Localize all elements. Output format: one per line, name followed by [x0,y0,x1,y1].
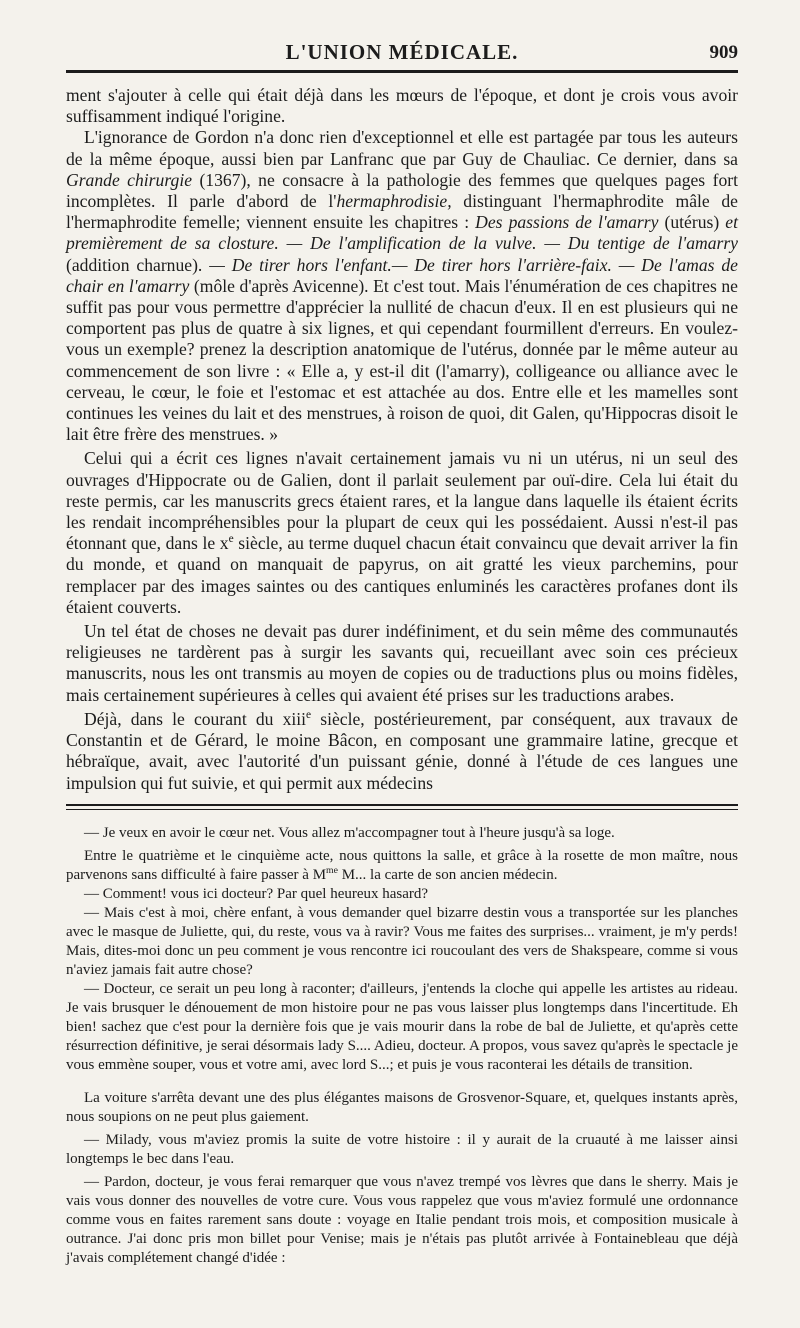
feuilleton-section [66,810,738,1268]
text: L'ignorance de Gordon n'a donc rien d'exceptionnel et elle est partagée par tous les auteurs de la même époque, aussi bien par Lanfranc que par Guy de Chauliac. Ce dernier, dans sa [66,127,738,169]
text: M... la carte de son ancien médecin. [337,866,558,883]
text: distinguant l'hermaphrodite mâle de l'hermaphrodite femelle; viennent ensuite les chapitres : [66,191,738,233]
feuilleton-paragraph: — Je veux en avoir le cœur net. Vous allez m'accompagner tout à l'heure jusqu'à sa loge. [84,824,615,841]
superscript: e [228,533,234,546]
feuilleton-paragraph: — Comment! vous ici docteur? Par quel heureux hasard? [84,885,429,902]
feuilleton-paragraph: — Milady, vous m'aviez promis la suite de votre histoire : il y aurait de la cruauté à me laisser ainsi longtemps le bec dans l'eau. [66,1131,738,1167]
paragraph-2 [66,127,738,445]
feuilleton-paragraph: — Pardon, docteur, je vous ferai remarquer que vous n'avez trempé vos lèvres que dans le sherry. Mais je vais vous donner des nouvelles de votre cure. Vous vous rappelez que vous m'aviez formulé une ordonnance comme vous en faites rarement sans doute : voyage en Italie pendant trois mois, et composition musicale à outrance. J'ai donc pris mon billet pour Venise; mais je n'étais pas plutôt arrivée à Fontainebleau que déjà j'avais complétement changé d'idée : [66,1173,738,1266]
paragraph-5 [66,709,738,794]
paragraph-3 [66,448,738,618]
text: (utérus) [658,212,726,233]
chapter-title: — De tirer hors l'enfant.— De tirer hors l'arrière-faix. — De l'amas de chair en l'amarry [66,254,738,296]
feuilleton-paragraph: — Docteur, ce serait un peu long à raconter; d'ailleurs, j'entends la cloche qui appelle les artistes au rideau. Je vais brusquer le dénouement de mon histoire pour ne pas vous laisser plus longtemps dans l'incertitude. Eh bien! sachez que c'est pour la dernière fois que je vais mourir dans la robe de bal de Juliette, et qu'après cette résurrection définitive, je serai désormais lady S.... Adieu, docteur. A propos, vous savez qu'après le spectacle je vous emmène souper, vous et votre ami, avec lord S...; et puis je vous raconterai les détails de transition. [66,980,738,1073]
text: Déjà, dans le courant du xiii [84,708,307,729]
feuilleton-paragraph [66,847,738,885]
text: (môle d'après Avicenne). Et c'est tout. Mais l'énumération de ces chapitres ne suffit pas pour vous permettre d'apprécier la nullité de chacun d'eux. Il en est plusieurs qui ne comportent pas plus de quatre à six lignes, et qui cependant fourmillent d'erreurs. En voulez-vous un exemple? prenez la description anatomique de l'utérus, donnée par le même auteur au commencement de son livre : « Elle a, y est-il dit (l'amarry), colligeance ou alliance avec le cerveau, le cœur, le foie et l'estomac et est attachée au dos. Entre elle et les mamelles sont continues les veines du lait et des menstrues, à roison de quoi, dit Galen, qu'Hippocras disoit le lait être frère des menstrues. » [66,275,738,445]
text: (addition charnue). [66,254,210,275]
paragraph-4 [66,621,738,706]
page-header [66,0,738,70]
feuilleton-paragraph: La voiture s'arrêta devant une des plus élégantes maisons de Grosvenor-Square, et, quelques instants après, nous soupions on ne peut plus gaiement. [66,1089,738,1125]
feuilleton-paragraph: — Mais c'est à moi, chère enfant, à vous demander quel bizarre destin vous a transportée sur les planches avec le masque de Juliette, qui, du reste, vous va à ravir? Vous me faites des surprises... vraiment, je m'y perds! Mais, dites-moi donc un peu comment je vous rencontre ici roucoulant des vers de Shakspeare, comme si vous n'aviez jamais fait autre chose? [66,904,738,978]
paragraph-1 [66,85,738,127]
running-title: L'UNION MÉDICALE. [285,40,519,64]
text: Entre le quatrième et le cinquième acte, nous quittons la salle, et grâce à la rosette de mon maître, nous parvenons sans difficulté à faire passer à M [66,847,738,883]
text: (1367), ne consacre à la pathologie des femmes que quelques pages fort incomplètes. Il parle d'abord de l' [66,169,738,212]
page-number: 909 [709,42,738,63]
text: siècle, au terme duquel chacun était convaincu que devait arriver la fin du monde, et quand on manquait de papyrus, on ait gratté les vieux parchemins, pour remplacer par des images saintes ou des cantiques enluminés les caractères profanes dont ils étaient couverts. [66,533,738,617]
header-rule [66,70,738,73]
chapter-title: et premièrement de sa closture. — De l'amplification de la vulve. — Du tentige de l'amarry [66,212,738,254]
main-article [66,70,738,794]
feuilleton-separator [66,804,738,806]
superscript: e [306,709,312,722]
superscript: me [326,864,338,876]
chapter-title: Des passions de l'amarry [475,212,659,233]
book-title: Grande chirurgie [66,169,193,190]
text: siècle, postérieurement, par conséquent, aux travaux de Constantin et de Gérard, le moine Bâcon, en composant une grammaire latine, grecque et hébraïque, avait, avec l'autorité d'un puissant génie, donné à l'étude de ces langues une impulsion qui fut suivie, et qui permit aux médecins [66,708,738,793]
term: hermaphrodisie, [336,191,452,212]
text: Celui qui a écrit ces lignes n'avait certainement jamais vu ni un utérus, ni un seul des ouvrages d'Hippocrate ou de Galien, dont il parlait seulement par ouï-dire. Cela lui était du reste permis, car les manuscrits grecs étaient rares, et la langue dans laquelle ils étaient écrits les rendait incompréhensibles pour la plupart de ceux qui les possédaient. Aussi n'est-il pas étonnant que, dans le x [66,448,738,554]
text: Un tel état de choses ne devait pas durer indéfiniment, et du sein même des communautés religieuses ne tardèrent pas à surgir les savants qui, recueillant avec soin ces précieux manuscrits, nous les ont transmis au moyen de copies ou de traductions plus ou moins fidèles, mais certainement supérieures à celles qui avaient été prises sur les traductions arabes. [66,621,738,705]
text: ment s'ajouter à celle qui était déjà dans les mœurs de l'époque, et dont je crois vous avoir suffisamment indiqué l'origine. [66,85,738,127]
